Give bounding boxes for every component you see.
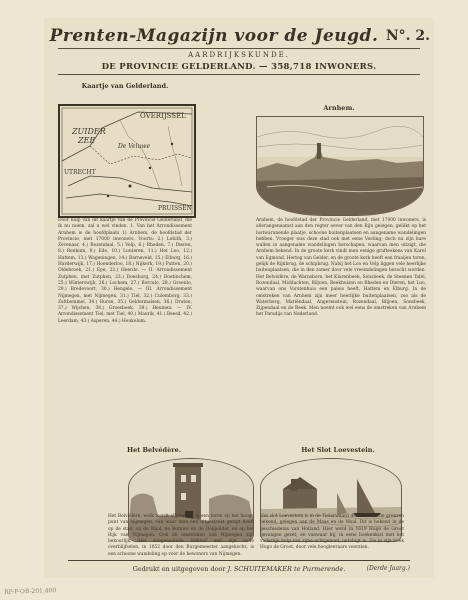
arnhem-caption: Arnhem. [323, 104, 355, 112]
arnhem-picture [257, 117, 423, 215]
map-label-zee: ZEE [78, 136, 96, 145]
belvedere-text: Het Belvédère, welk wordt afgebeeld, is een toren op het hooge punt van Nijmegen, van waar men een uitgestrekt gezigt heeft op de stad, op de Waal, de Betuwe en de Ooijpolder, en op het Rijk van Nijmegen. Ook de omstreken van Nijmegen zijn bekoorlijk. Het zoogenaamde Valkhof met zijn oude overblijfselen, in 1852 door den Burgemeester aangekocht, is een schoone wandeling op voor de bewoners van Nijmegen. [108, 514, 254, 557]
title-rule [58, 48, 420, 49]
edition-label: (Derde Jaarg.) [366, 565, 410, 572]
map-caption: Kaartje van Gelderland. [81, 82, 169, 90]
subject-heading: AARDRIJKSKUNDE. [188, 51, 290, 59]
issue-number: N°. 2. [385, 28, 430, 44]
loevestein-text: Het slot Loevestein is in de Tielerwaard der Geldersche grenzen bekend, gelegen aan de Maas en de Waal. Dit is bekend in de geschiedenis van Holland. Hier werd in 1619 Hugo de Groot gevangen gezet; en vanwaar hij, in eene boekenkist met het vaderlijk hulp van zijne echtgenoot, ontvlugt is. Zie in zijn boek Hugo de Groot, door vele hoogleeraars voorzien. [260, 514, 404, 551]
belvedere-caption: Het Belvédère. [126, 446, 182, 454]
page-title: Prenten-Magazijn voor de Jeugd. [49, 26, 379, 46]
footer-rule [68, 560, 410, 561]
province-rule [58, 74, 420, 75]
arnhem-engraving [256, 116, 424, 216]
loevestein-caption: Het Slot Loevestein. [301, 446, 375, 454]
map-label-pruissen: PRUISSEN [158, 205, 192, 212]
map-label-utrecht: UTRECHT [64, 169, 96, 176]
arnhem-text: Arnhem, de hoofdstad der Provincie Gelderland, met 17000 inwoners, is allerangenaamst aan den regter oever van den Rijn gelegen, geliikt op het lustwaranende plaatje, schoone buitenplaatsen en aangename wandelingen hebben. Vroeger was deze stad ook met eene Vesting; doch nu zijn hare wallen in aangename wandelingen herschapen, waarvan men uitzigt, die Arnhem bekend. In de groote kerk vindt men eenige grafteekens van Karel van Egmond, Hertog van Gelder, en de groote kerk heeft een fraaijen toren, gelijk de Rijnbrug, de schipbrug. Nabij het Loo en Velp liggen vele heerlijke buitenplaatsen, die in den zomer door vele vreemdelingen bezocht worden. Het Belvédère, de Warnsborn, het Klarenbeek, Sonsbeek, de Steenen Tafel, Rozendaal, Middachten, Biljoen, Beekhuizen en Rheden en Dieren, het Loo, waarvan ons Vorstenhuis een paleis heeft, Hattem en Elburg. In de omstreken van Arnhem zijn meer heerlijke buitenplaatsen, zoo als de Waterberg, Mariëndaal, Angerenstein, Rozendaal, Biljoen, Sonsbeek, Zijpendaal en de Beek. Men noemt ook wel eens de omstreken van Arnhem het Paradijs van Nederland. [256, 218, 426, 318]
map-of-gelderland [58, 104, 196, 218]
publisher-prefix: Gedrukt en uitgegeven door [132, 565, 226, 573]
map-drawing [60, 106, 194, 216]
province-heading: DE PROVINCIE GELDERLAND. — 358,718 INWONERS. [101, 62, 377, 72]
map-label-veluwe: De Veluwe [118, 143, 151, 150]
map-label-overijssel: OVERIJSSEL [140, 112, 186, 120]
catalogue-stamp: RP-P-OB-201.400 [3, 587, 57, 596]
map-text: Door hulp van dit kaartje van de Provincie Gelderland, die ik nu noem, zal u wel vinden. 1. Van het Arrondissement Arnhem is de hoofdplaats 1) Arnhem, de hoofdstad der Provincie, met 17000 inwoners. Voorts: 2.) Lobith, 3.) Zevenaar, 4.) Rozendaal, 5.) Velp, 6.) Rheden, 7.) Dieren, 8.) Renkum, 9.) Ede, 10.) Lunteren, 11.) Het Loo, 12.) Hattem, 13.) Wageningen, 14.) Barneveld, 15.) Elburg, 16.) Harderwijk, 17.) Hoenderloo, 18.) Nijkerk, 19.) Putten, 20.) Oldebroek, 21.) Epe, 22.) Heerde. — II. Arrondissement Zutphen, met Zutphen, 23.) Doesburg, 24.) Doetinchem, 25.) Winterswijk, 26.) Lochem, 27.) Borculo, 28.) Groenlo, 29.) Bredevoort, 30.) Hengelo. — III. Arrondissement Nijmegen, met Nijmegen, 31.) Tiel, 32.) Culemborg, 33.) Zaltbommel, 34.) Buren, 35.) Geldermalsen, 36.) Druten, 37.) Wijchen, 38.) Groesbeek, 39.) Heumen. — IV. Arrondissement Tiel, met Tiel, 40.) Maurik, 41.) Beesd, 42.) Leerdam, 43.) Asperen, 44.) Heukelum. [58, 218, 192, 324]
print-sheet [44, 18, 434, 578]
publisher-name: J. SCHUITEMAKER te Purmerende. [227, 565, 346, 573]
map-label-zuider: ZUIDER [72, 127, 106, 136]
